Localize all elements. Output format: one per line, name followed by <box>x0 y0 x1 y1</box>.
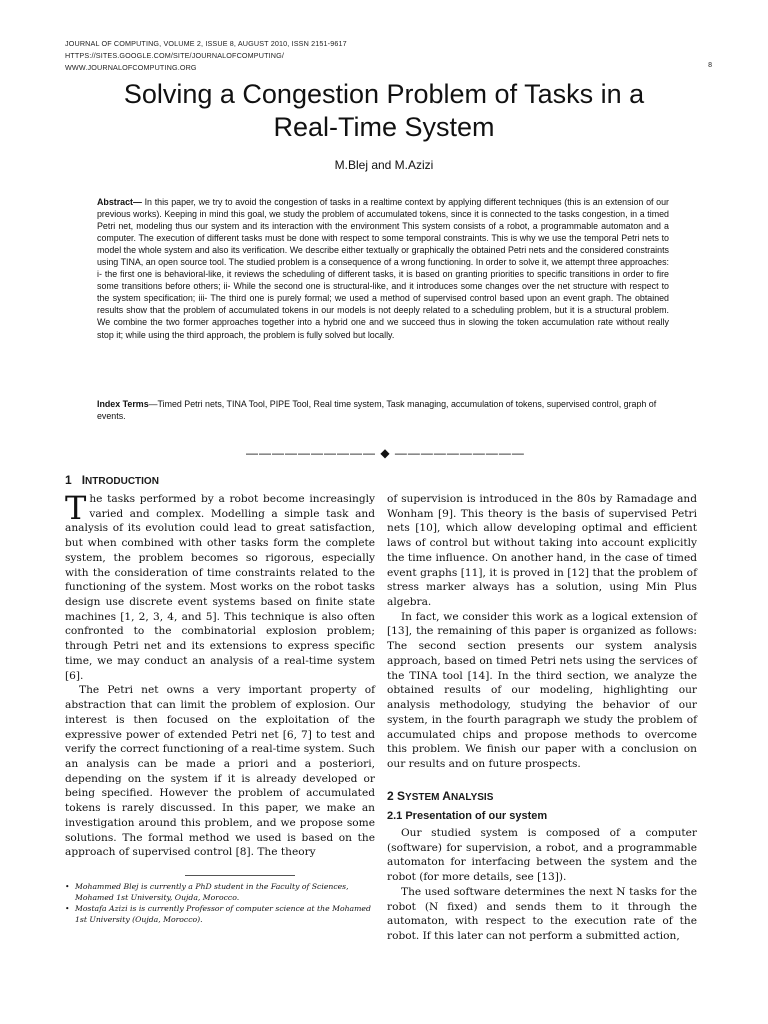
title-line-1: Solving a Congestion Problem of Tasks in a <box>123 79 645 109</box>
right-paragraph-1: of supervision is introduced in the 80s by Ramadage and Wonham [9]. This theory is the basis of supervised Petri nets [10], which allow developing optimal and efficient laws of control but without taking into account explicitly the time influence. On another hand, in the case of timed event graphs [11], it is proved in [12] that the problem of stress marker always has a solution, using Min Plus algebra. <box>387 493 697 609</box>
abstract <box>97 196 669 341</box>
section-2-first-letter: S <box>397 789 406 803</box>
index-terms <box>97 398 669 422</box>
intro-paragraph-1 <box>65 489 375 683</box>
footnote-2 <box>65 904 375 925</box>
left-column <box>65 489 375 860</box>
right-column-bottom <box>387 826 697 944</box>
abstract-text: In this paper, we try to avoid the congestion of tasks in a realtime context by applying different techniques (this is an extension of our previous works). Keeping in mind this goal, we study the problem of accumulated tokens, since it is connected to the tasks congestion, in a timed Petri net, modeling thus our system and its interaction with the environment This system consists of a robot, a programmable automaton and a computer. The execution of different tasks must be done with respect to some temporal constraints. This is why we use the temporal Petri nets to model the whole system and also its verification. We describe either textually or graphically the obtained Petri nets and the considered constraints using TINA, an open source tool. The studied problem is a consequence of a wrong functioning. In order to solve it, we attempt three approaches: i- the first one is behavioral-like, it reviews the scheduling of different tasks, it is based on granting priorities to specific transitions in order to fire some transitions before others; ii- While the second one is structural-like, and it introduces some changes over the net structure with respect to the system specification; iii- The third one is purely formal; we used a method of supervised control based upon an event graph. The obtained results show that the problem of accumulated tokens in our models is not deeply related to a scheduling problem, but it is a structural problem. We combine the two former approaches together into a hybrid one and we succeed thus in slowing the token accumulation rate without really stop it; while using the third approach, the problem is fully solved but locally. <box>97 197 669 340</box>
footnote-1-text: Mohammed Blej is currently a PhD student in the Faculty of Sciences, Mohamed 1st University, Oujda, Morocco. <box>75 882 349 902</box>
drop-cap: T <box>65 489 87 527</box>
journal-header-line2[interactable]: HTTPS://SITES.GOOGLE.COM/SITE/JOURNALOFCOMPUTING/ <box>65 51 285 60</box>
footnote-2-text: Mostafa Azizi is is currently Professor of computer science at the Mohamed 1st University (Oujda, Morocco). <box>75 904 371 924</box>
index-terms-label: Index Terms <box>97 399 149 409</box>
right-column-top <box>387 492 697 772</box>
subsection-2-1-heading: 2.1 Presentation of our system <box>387 810 548 822</box>
authors: M.Blej and M.Azizi <box>334 158 434 172</box>
page-number: 8 <box>708 62 712 69</box>
footnotes <box>65 882 375 926</box>
right-paragraph-2: In fact, we consider this work as a logical extension of [13], the remaining of this paper is organized as follows: The second section presents our system analysis approach, based on timed Petri nets using the services of the TINA tool [14]. In the third section, we analyze the obtained results of our modeling, highlighting our analysis methodology, studying the behavior of our system, in the fourth paragraph we study the problem of accumulated chips and propose methods to overcome this problem. We finish our paper with a conclusion on our results and on future prospects. <box>387 610 697 770</box>
section-1-number: 1 <box>65 473 72 487</box>
section-2-number: 2 <box>387 789 394 803</box>
section-divider: —————————— ◆ —————————— <box>246 446 525 460</box>
section-2-rest-2: NALYSIS <box>450 792 494 803</box>
right-paragraph-4: The used software determines the next N tasks for the robot (N fixed) and sends them to it through the automaton, with respect to the execution rate of the robot. If this later can not perform a submitted action, <box>387 885 697 943</box>
section-1-heading <box>65 473 159 487</box>
footnote-rule <box>185 875 295 876</box>
section-2-heading <box>387 789 493 803</box>
footnote-1 <box>65 882 375 903</box>
right-paragraph-3: Our studied system is composed of a computer (software) for supervision, a robot, and a programmable automaton for interfacing between the system and the robot (for more details, see [13]). <box>387 827 697 884</box>
section-1-rest: NTRODUCTION <box>85 476 159 487</box>
abstract-label: Abstract— <box>97 197 142 207</box>
paper-title <box>40 78 728 144</box>
section-2-rest-1: YSTEM <box>405 792 443 803</box>
section-1-first-letter: I <box>81 473 86 487</box>
intro-paragraph-1-text: he tasks performed by a robot become increasingly varied and complex. Modelling a simple task and analysis of its evolution could lead to great satisfaction, but when combined with other tasks form the complete system, the problem becomes so rigorous, especially with the consideration of time constraints related to the functioning of the system. Most works on the robot tasks design use discrete event systems based on finite state machines [1, 2, 3, 4, and 5]. This technique is also often confronted to the combinatorial explosion problem; through Petri net and its extensions to express specific time, we may conduct an analysis of a real-time system [6]. <box>65 493 375 682</box>
index-terms-text: —Timed Petri nets, TINA Tool, PIPE Tool, Real time system, Task managing, accumulation of tokens, supervised control, graph of events. <box>97 399 657 422</box>
journal-header-line1: JOURNAL OF COMPUTING, VOLUME 2, ISSUE 8, AUGUST 2010, ISSN 2151-9617 <box>65 39 347 48</box>
intro-paragraph-2: The Petri net owns a very important property of abstraction that can limit the problem of explosion. Our interest is then focused on the exploitation of the expressive power of extended Petri net [6, 7] to test and verify the correct functioning of a real-time system. Such an analysis can be made a priori and a posteriori, depending on the system if it is already developed or being specified. However the problem of accumulated tokens is rarely discussed. In this paper, we make an investigation around this problem, and we propose some solutions. The formal method we used is based on the approach of supervised control [8]. The theory <box>65 684 375 859</box>
footnote-2-bullet: • <box>65 904 70 913</box>
section-2-second-letter: A <box>442 789 451 803</box>
journal-header-line3[interactable]: WWW.JOURNALOFCOMPUTING.ORG <box>65 63 197 72</box>
footnote-1-bullet: • <box>65 882 70 891</box>
title-line-2: Real-Time System <box>273 112 495 142</box>
